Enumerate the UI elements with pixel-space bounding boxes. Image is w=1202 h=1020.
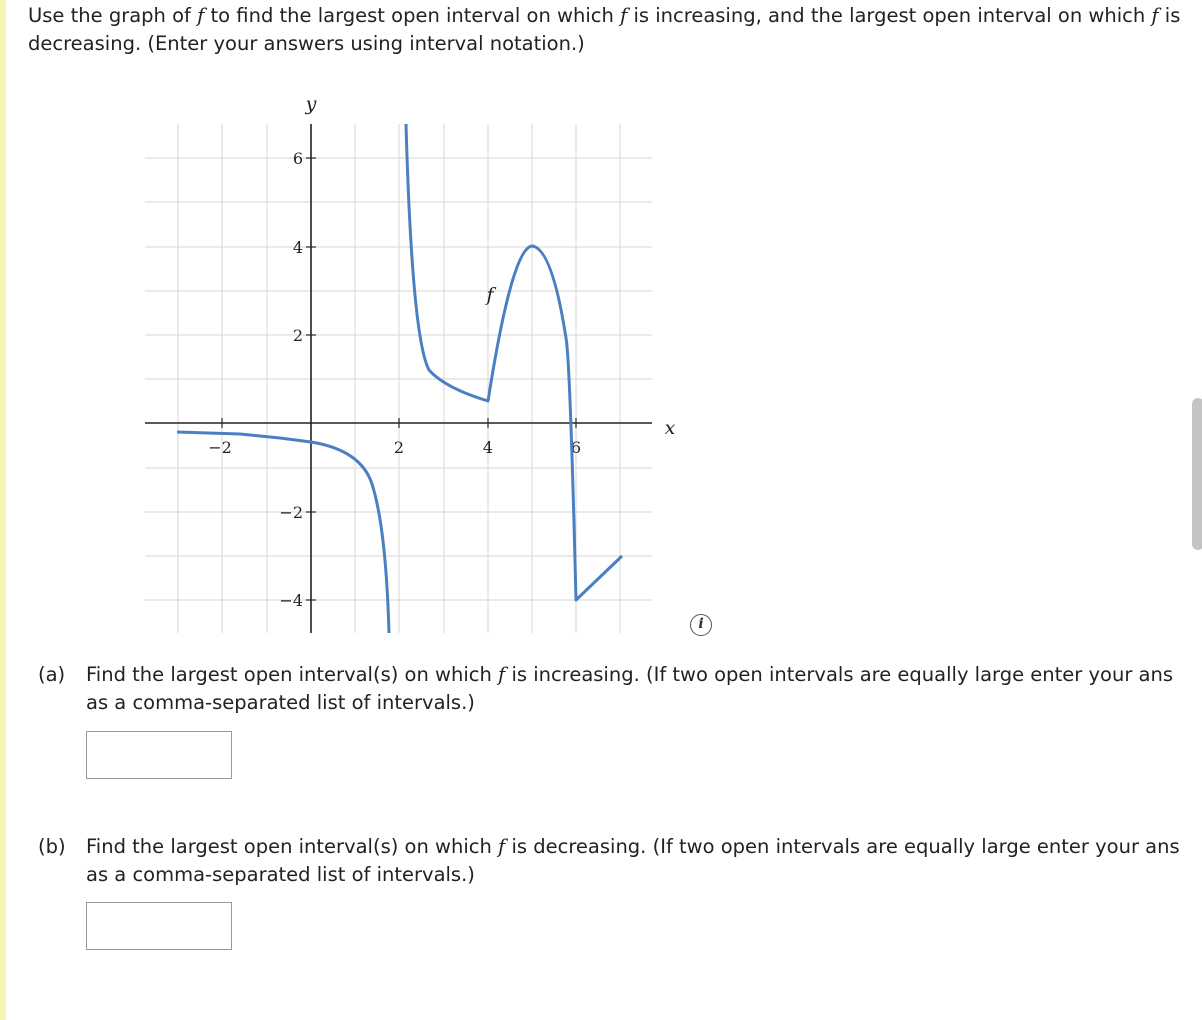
part-b-answer-input[interactable] <box>86 902 232 950</box>
part-b-line-1: (b) Find the largest open interval(s) on which f is decreasing. (If two open intervals are equally large enter your ans <box>38 833 1198 861</box>
y-tick-label-2: 2 <box>292 326 303 345</box>
left-margin-rule <box>0 0 6 1020</box>
info-icon[interactable]: i <box>690 614 712 636</box>
y-tick-label-6: 6 <box>292 149 303 168</box>
x-tick-label-neg2: −2 <box>208 438 232 457</box>
curve-right-branch <box>406 124 622 600</box>
x-tick-label-4: 4 <box>482 438 494 457</box>
part-a-question <box>38 661 1198 717</box>
scrollbar-thumb[interactable] <box>1192 398 1202 550</box>
x-axis-label: x <box>664 417 676 439</box>
function-graph <box>140 88 680 638</box>
y-tick-label-4: 4 <box>292 238 303 257</box>
part-a-answer-input[interactable] <box>86 731 232 779</box>
part-b-label: (b) <box>38 835 66 858</box>
y-tick-label-neg4: −4 <box>279 591 303 610</box>
y-tick-label-neg2: −2 <box>279 503 303 522</box>
question-line-2: decreasing. (Enter your answers using interval notation.) <box>28 32 585 55</box>
part-a-line-2: as a comma-separated list of intervals.) <box>86 691 475 714</box>
y-axis-label: y <box>305 93 317 115</box>
curve-label: f <box>486 284 494 306</box>
question-line-1: Use the graph of f to find the largest open interval on which f is increasing, and the largest open interval on which f is <box>28 4 1181 27</box>
part-a-line-1: (a) Find the largest open interval(s) on which f is increasing. (If two open intervals are equally large enter your ans <box>38 661 1198 689</box>
x-tick-label-6: 6 <box>570 438 582 457</box>
part-b-question <box>38 833 1198 889</box>
part-a-label: (a) <box>38 663 66 686</box>
x-tick-label-2: 2 <box>393 438 405 457</box>
question-text <box>28 2 1188 58</box>
part-b-line-2: as a comma-separated list of intervals.) <box>86 863 475 886</box>
